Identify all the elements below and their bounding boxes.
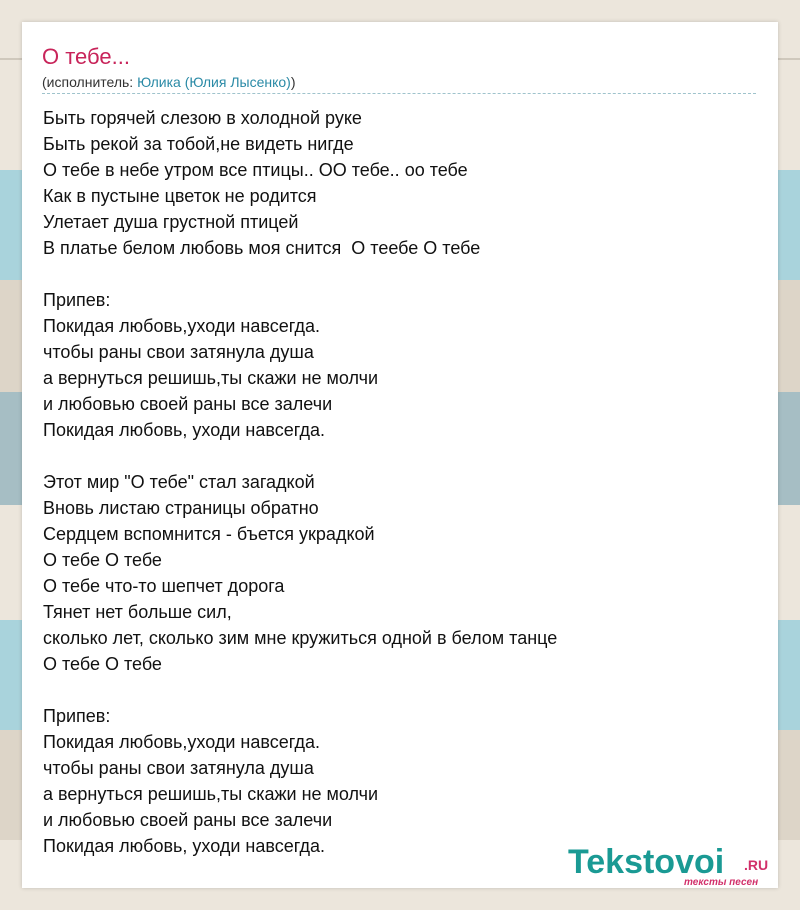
lyrics-line: и любовью своей раны все залечи: [43, 394, 333, 414]
lyrics-line: а вернуться решишь,ты скажи не молчи: [43, 368, 379, 388]
lyrics-text: [43, 105, 763, 859]
lyrics-line: О тебе что-то шепчет дорога: [43, 576, 285, 596]
lyrics-line: О тебе в небе утром все птицы.. ОО тебе.. оо тебе: [43, 160, 468, 180]
lyrics-blank-line: [43, 443, 763, 469]
logo-tagline: тексты песен: [684, 877, 759, 888]
lyrics-line: Тянет нет больше сил,: [43, 602, 232, 622]
lyrics-line: В платье белом любовь моя снится О теебе О тебе: [43, 238, 481, 258]
lyrics-line: Сердцем вспомнится - бъется украдкой: [43, 524, 375, 544]
lyrics-line: Быть рекой за тобой,не видеть нигде: [43, 134, 354, 154]
lyrics-line: Припев:: [43, 290, 111, 310]
logo-wordmark: Tekstovoi: [568, 843, 725, 881]
lyrics-line: чтобы раны свои затянула душа: [43, 342, 314, 362]
title-divider: [42, 93, 756, 94]
lyrics-line: Вновь листаю страницы обратно: [43, 498, 319, 518]
lyrics-line: Покидая любовь,уходи навсегда.: [43, 316, 320, 336]
lyrics-line: Как в пустыне цветок не родится: [43, 186, 317, 206]
lyrics-line: Быть горячей слезою в холодной руке: [43, 108, 362, 128]
lyrics-line: а вернуться решишь,ты скажи не молчи: [43, 784, 379, 804]
lyrics-line: сколько лет, сколько зим мне кружиться одной в белом танце: [43, 628, 558, 648]
performer-info: [42, 73, 296, 91]
performer-suffix: ): [290, 74, 296, 90]
performer-prefix: (исполнитель:: [42, 74, 138, 90]
lyrics-line: Покидая любовь,уходи навсегда.: [43, 732, 320, 752]
lyrics-line: чтобы раны свои затянула душа: [43, 758, 314, 778]
lyrics-card: [22, 22, 778, 888]
lyrics-line: Покидая любовь, уходи навсегда.: [43, 420, 325, 440]
lyrics-line: О тебе О тебе: [43, 550, 162, 570]
site-logo[interactable]: [568, 844, 778, 888]
lyrics-line: и любовью своей раны все залечи: [43, 810, 333, 830]
lyrics-line: О тебе О тебе: [43, 654, 162, 674]
lyrics-line: Улетает душа грустной птицей: [43, 212, 299, 232]
song-title: О тебе...: [42, 44, 130, 69]
lyrics-line: Припев:: [43, 706, 111, 726]
lyrics-blank-line: [43, 677, 763, 703]
logo-domain: .RU: [744, 857, 769, 873]
lyrics-line: Этот мир "О тебе" стал загадкой: [43, 472, 315, 492]
performer-link[interactable]: Юлика (Юлия Лысенко): [137, 74, 291, 90]
lyrics-line: Покидая любовь, уходи навсегда.: [43, 836, 325, 856]
lyrics-blank-line: [43, 261, 763, 287]
